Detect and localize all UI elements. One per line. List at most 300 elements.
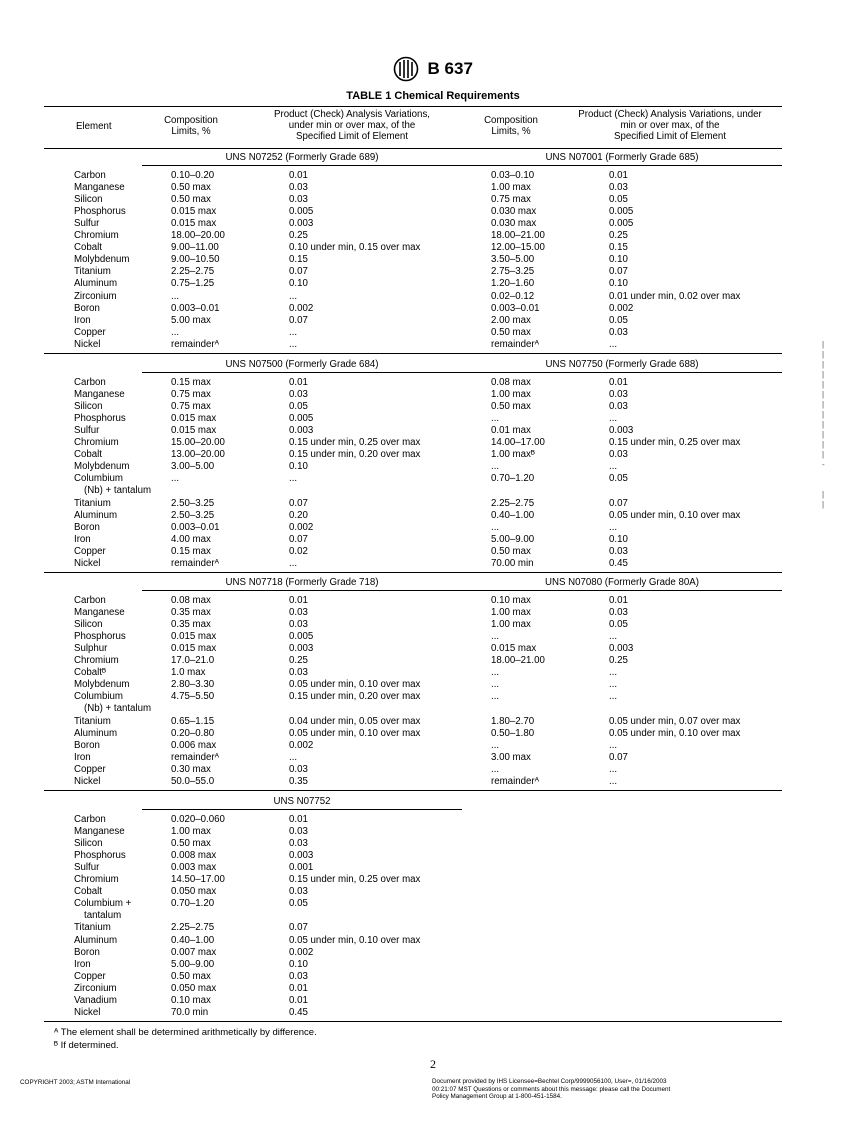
table-top-rule — [44, 106, 782, 107]
table-cell: 0.50 max — [491, 401, 531, 413]
table-cell: 0.003 max — [171, 862, 217, 874]
table-cell: 1.00 maxᴮ — [491, 449, 535, 461]
element-name: Aluminum — [74, 934, 118, 946]
header-variation-line: Specified Limit of Element — [614, 131, 726, 142]
section-rule — [44, 1021, 782, 1022]
table-cell: 0.75 max — [171, 401, 211, 413]
element-name: Columbium — [74, 473, 123, 485]
table-cell: 0.05 under min, 0.10 over max — [289, 679, 421, 691]
alloy-label: UNS N07752 — [273, 796, 331, 807]
table-cell: 18.00–20.00 — [171, 230, 225, 242]
table-cell: ... — [491, 691, 500, 703]
table-cell: 0.03 — [289, 182, 308, 194]
element-name: Copper — [74, 326, 106, 338]
table-cell: 0.050 max — [171, 982, 217, 994]
header-composition-line: Composition — [484, 115, 538, 126]
table-cell: ... — [491, 461, 500, 473]
table-cell: ... — [289, 326, 298, 338]
table-cell: 0.003 — [609, 643, 634, 655]
element-name: Carbon — [74, 170, 106, 181]
table-cell: 0.07 — [609, 497, 628, 509]
table-cell: 0.003 — [289, 850, 314, 862]
table-cell: ... — [491, 521, 500, 533]
table-cell: 0.001 — [289, 862, 314, 874]
table-cell: 0.015 max — [171, 218, 217, 230]
table-cell: 0.003 — [289, 218, 314, 230]
table-cell: 0.05 under min, 0.10 over max — [609, 727, 741, 739]
table-cell: 18.00–21.00 — [491, 655, 545, 667]
element-name: Nickel — [74, 775, 101, 787]
header-variation-line: Specified Limit of Element — [296, 131, 408, 142]
element-name: Sulphur — [74, 643, 108, 655]
header-composition-right — [470, 115, 552, 137]
table-cell: 18.00–21.00 — [491, 230, 545, 242]
element-name: Phosphorus — [74, 413, 126, 425]
table-cell: 0.03 — [289, 667, 308, 679]
table-cell: 0.05 — [289, 401, 308, 413]
table-cell: 0.015 max — [171, 631, 217, 643]
table-cell: 0.15 max — [171, 545, 211, 557]
table-cell: 0.01 — [289, 377, 308, 388]
table-cell: 2.25–2.75 — [491, 497, 535, 509]
element-name: tantalum — [84, 910, 122, 922]
table-cell: 0.05 under min, 0.10 over max — [609, 509, 741, 521]
element-name: Boron — [74, 946, 100, 958]
table-cell: 0.005 — [289, 206, 314, 218]
element-name: Carbon — [74, 377, 106, 388]
table-cell: ... — [609, 667, 618, 679]
element-name: Molybdenum — [74, 679, 130, 691]
table-cell: ... — [289, 751, 298, 763]
table-cell: 2.25–2.75 — [171, 266, 215, 278]
element-name: Copper — [74, 970, 106, 982]
alloy-underline — [142, 809, 462, 810]
table-cell: 0.02 — [289, 545, 308, 557]
table-cell: 12.00–15.00 — [491, 242, 545, 254]
element-name: Zirconium — [74, 290, 117, 302]
table-cell: 14.00–17.00 — [491, 437, 545, 449]
element-name: Carbon — [74, 595, 106, 606]
table-cell: 1.20–1.60 — [491, 278, 535, 290]
table-cell: 0.08 max — [171, 595, 211, 606]
table-cell: 0.05 under min, 0.10 over max — [289, 727, 421, 739]
table-cell: 0.005 — [289, 413, 314, 425]
table-cell: 0.08 max — [491, 377, 531, 388]
table-cell: ... — [491, 763, 500, 775]
table-cell: 0.07 — [289, 314, 308, 326]
table-cell: remainderᴬ — [491, 338, 540, 350]
header-variation — [252, 109, 452, 142]
table-cell: 2.50–3.25 — [171, 509, 215, 521]
alloy-label: UNS N07750 (Formerly Grade 688) — [545, 359, 699, 370]
section-rule — [44, 353, 782, 354]
element-name: Manganese — [74, 826, 125, 838]
table-cell: 0.05 — [609, 619, 628, 631]
table-cell: 0.002 — [609, 302, 634, 314]
element-name: Aluminum — [74, 727, 118, 739]
table-cell: 0.015 max — [171, 643, 217, 655]
table-cell: 0.05 — [289, 898, 308, 910]
table-cell: 0.07 — [289, 533, 308, 545]
provider-notice — [432, 1078, 670, 1101]
table-cell: 0.03 — [609, 401, 628, 413]
table-cell: 1.00 max — [491, 389, 531, 401]
table-cell: 0.50 max — [171, 194, 211, 206]
element-name: Phosphorus — [74, 631, 126, 643]
standard-number: B 637 — [427, 59, 473, 78]
table-cell: 1.00 max — [171, 826, 211, 838]
alloy-label: UNS N07080 (Formerly Grade 80A) — [545, 577, 699, 588]
table-cell: 5.00–9.00 — [491, 533, 535, 545]
page-number: 2 — [430, 1057, 436, 1071]
margin-scan-marks: | | | | | | | | | | | | - | | — [822, 340, 825, 509]
element-name: Iron — [74, 533, 91, 545]
table-cell: 9.00–11.00 — [171, 242, 219, 254]
element-name: Zirconium — [74, 982, 117, 994]
table-cell: 0.10 max — [491, 595, 531, 606]
table-cell: 13.00–20.00 — [171, 449, 225, 461]
table-cell: 0.50 max — [491, 326, 531, 338]
element-name: Titanium — [74, 715, 111, 727]
table-cell: 0.05 under min, 0.10 over max — [289, 934, 421, 946]
table-cell: 0.03 — [289, 838, 308, 850]
table-cell: 0.50 max — [171, 970, 211, 982]
table-cell: 0.003–0.01 — [491, 302, 540, 314]
table-cell: 0.05 — [609, 314, 628, 326]
header-variation-line: under min or over max, of the — [288, 120, 416, 131]
table-cell: 0.01 — [609, 377, 628, 388]
table-cell: 0.01 — [289, 170, 308, 181]
table-cell: 0.003–0.01 — [171, 302, 220, 314]
table-cell: 0.02–0.12 — [491, 290, 535, 302]
table-cell: 0.50 max — [491, 545, 531, 557]
table-cell: 70.00 min — [491, 557, 534, 569]
section-rule — [44, 572, 782, 573]
element-name: Manganese — [74, 607, 125, 619]
element-name: Vanadium — [74, 994, 117, 1006]
element-name: Sulfur — [74, 862, 100, 874]
table-cell: 0.005 — [289, 631, 314, 643]
header-bottom-rule — [44, 148, 782, 149]
table-cell: 0.50–1.80 — [491, 727, 535, 739]
table-cell: ... — [491, 667, 500, 679]
table-cell: 0.07 — [609, 751, 628, 763]
table-cell: remainderᴬ — [171, 338, 220, 350]
table-cell: 0.03 — [289, 826, 308, 838]
table-cell: 0.05 — [609, 473, 628, 485]
element-name: (Nb) + tantalum — [84, 703, 152, 715]
table-cell: 0.25 — [609, 655, 628, 667]
table-cell: ... — [609, 763, 618, 775]
table-cell: 50.0–55.0 — [171, 775, 215, 787]
table-cell: ... — [171, 473, 180, 485]
header-composition-line: Limits, % — [171, 126, 211, 137]
table-cell: ... — [609, 775, 618, 787]
table-cell: 0.45 — [609, 557, 628, 569]
table-cell: 1.00 max — [491, 607, 531, 619]
element-name: Chromium — [74, 874, 119, 886]
section-rule — [44, 790, 782, 791]
table-cell: 0.15 — [289, 254, 308, 266]
table-cell: 0.15 under min, 0.25 over max — [289, 874, 421, 886]
table-cell: 70.0 min — [171, 1006, 209, 1018]
table-cell: 1.80–2.70 — [491, 715, 535, 727]
header-variation-line: Product (Check) Analysis Variations, under — [578, 109, 762, 120]
table-cell: 0.01 — [609, 170, 628, 181]
table-cell: 0.03 — [289, 763, 308, 775]
table-cell: 0.015 max — [171, 425, 217, 437]
table-cell: 0.03 — [289, 886, 308, 898]
table-cell: 0.003 — [289, 643, 314, 655]
table-cell: 0.007 max — [171, 946, 217, 958]
table-cell: 0.75 max — [491, 194, 531, 206]
table-cell: 0.05 — [609, 194, 628, 206]
element-name: Silicon — [74, 838, 103, 850]
table-cell: 5.00–9.00 — [171, 958, 215, 970]
element-name: Manganese — [74, 182, 125, 194]
table-cell: 0.03 — [289, 607, 308, 619]
header-composition-line: Composition — [164, 115, 218, 126]
table-cell: 0.01 — [609, 595, 628, 606]
element-name: Cobalt — [74, 886, 103, 898]
alloy-label: UNS N07252 (Formerly Grade 689) — [225, 152, 379, 163]
table-cell: 0.003 — [289, 425, 314, 437]
element-name: Cobalt — [74, 449, 103, 461]
table-cell: ... — [609, 521, 618, 533]
table-cell: ... — [491, 413, 500, 425]
table-cell: 0.10 — [609, 278, 628, 290]
table-cell: ... — [609, 631, 618, 643]
element-name: Silicon — [74, 619, 103, 631]
table-cell: 0.020–0.060 — [171, 814, 225, 825]
element-name: Boron — [74, 302, 100, 314]
element-name: Copper — [74, 545, 106, 557]
table-cell: 0.10 — [609, 254, 628, 266]
table-cell: 0.15 under min, 0.20 over max — [289, 691, 421, 703]
table-cell: 0.050 max — [171, 886, 217, 898]
table-cell: 17.0–21.0 — [171, 655, 215, 667]
table-cell: ... — [609, 413, 618, 425]
table-cell: 0.008 max — [171, 850, 217, 862]
table-title: TABLE 1 Chemical Requirements — [346, 90, 520, 102]
table-cell: 0.25 — [609, 230, 628, 242]
header-variation-right — [565, 109, 775, 142]
element-name: Titanium — [74, 922, 111, 934]
element-name: Sulfur — [74, 218, 100, 230]
table-cell: 0.002 — [289, 739, 314, 751]
element-name: Iron — [74, 751, 91, 763]
table-cell: 4.75–5.50 — [171, 691, 215, 703]
table-cell: 0.10 max — [171, 994, 211, 1006]
header-variation-line: min or over max, of the — [620, 120, 720, 131]
element-name: Copper — [74, 763, 106, 775]
table-cell: 14.50–17.00 — [171, 874, 225, 886]
table-cell: 0.40–1.00 — [171, 934, 215, 946]
table-cell: 0.03 — [289, 970, 308, 982]
header-element: Element — [76, 121, 112, 132]
table-cell: 0.07 — [289, 497, 308, 509]
element-name: Cobalt — [74, 242, 103, 254]
table-cell: 0.50 max — [171, 182, 211, 194]
table-cell: 0.75–1.25 — [171, 278, 215, 290]
astm-logo-icon — [393, 56, 419, 82]
table-cell: 2.25–2.75 — [171, 922, 215, 934]
provider-notice-line: Document provided by IHS Licensee=Bechtel Corp/9999056100, User=, 01/16/2003 — [432, 1078, 667, 1085]
element-name: Nickel — [74, 557, 101, 569]
table-cell: 0.07 — [289, 266, 308, 278]
table-cell: 0.15 under min, 0.20 over max — [289, 449, 421, 461]
document-header — [0, 56, 866, 82]
table-cell: 9.00–10.50 — [171, 254, 220, 266]
table-cell: ... — [609, 739, 618, 751]
element-name: Aluminum — [74, 278, 118, 290]
table-cell: 0.07 — [289, 922, 308, 934]
table-cell: ... — [289, 473, 298, 485]
table-cell: 0.003–0.01 — [171, 521, 220, 533]
element-name: Iron — [74, 314, 91, 326]
table-cell: 0.10 — [289, 461, 308, 473]
table-cell: ... — [491, 679, 500, 691]
element-name: Boron — [74, 521, 100, 533]
table-cell: 0.20 — [289, 509, 308, 521]
table-cell: 0.40–1.00 — [491, 509, 535, 521]
table-cell: 0.03 — [289, 194, 308, 206]
table-cell: 0.65–1.15 — [171, 715, 215, 727]
table-cell: ... — [609, 679, 618, 691]
table-cell: 0.03 — [609, 182, 628, 194]
table-cell: 4.00 max — [171, 533, 211, 545]
table-cell: 0.01 under min, 0.02 over max — [609, 290, 741, 302]
table-cell: 0.003 — [609, 425, 634, 437]
alloy-underline — [142, 165, 782, 166]
footnote-b: ᴮ If determined. — [54, 1040, 119, 1051]
table-cell: 1.00 max — [491, 619, 531, 631]
table-cell: 0.25 — [289, 230, 308, 242]
table-cell: 0.01 — [289, 994, 308, 1006]
table-cell: 0.10 — [289, 958, 308, 970]
table-cell: 0.25 — [289, 655, 308, 667]
table-cell: ... — [171, 290, 180, 302]
table-cell: 0.03 — [609, 607, 628, 619]
table-cell: 0.030 max — [491, 218, 537, 230]
element-name: Iron — [74, 958, 91, 970]
element-name: Chromium — [74, 437, 119, 449]
table-cell: 0.10–0.20 — [171, 170, 215, 181]
table-cell: 0.015 max — [171, 413, 217, 425]
table-cell: ... — [289, 557, 298, 569]
table-cell: 2.50–3.25 — [171, 497, 215, 509]
table-cell: 0.01 max — [491, 425, 531, 437]
table-cell: 0.01 — [289, 814, 308, 825]
table-cell: 3.00 max — [491, 751, 531, 763]
element-name: Phosphorus — [74, 850, 126, 862]
table-cell: ... — [609, 691, 618, 703]
table-cell: 15.00–20.00 — [171, 437, 225, 449]
table-cell: 1.0 max — [171, 667, 206, 679]
table-cell: 3.50–5.00 — [491, 254, 535, 266]
table-cell: 0.35 — [289, 775, 308, 787]
table-cell: 3.00–5.00 — [171, 461, 215, 473]
table-cell: 0.15 — [609, 242, 628, 254]
alloy-underline — [142, 590, 782, 591]
element-name: Titanium — [74, 266, 111, 278]
table-cell: ... — [289, 338, 298, 350]
footnote-a: ᴬ The element shall be determined arithmetically by difference. — [54, 1027, 317, 1038]
table-cell: 0.70–1.20 — [491, 473, 535, 485]
table-cell: remainderᴬ — [491, 775, 540, 787]
provider-notice-line: 00:21:07 MST Questions or comments about this message: please call the Document — [432, 1085, 671, 1093]
alloy-underline — [142, 372, 782, 373]
table-cell: 0.04 under min, 0.05 over max — [289, 715, 421, 727]
table-cell: 0.10 — [609, 533, 628, 545]
element-name: Molybdenum — [74, 461, 130, 473]
table-cell: 0.01 — [289, 982, 308, 994]
table-cell: 0.15 under min, 0.25 over max — [289, 437, 421, 449]
table-cell: 0.05 under min, 0.07 over max — [609, 715, 741, 727]
table-cell: 0.35 max — [171, 619, 211, 631]
table-cell: ... — [171, 326, 180, 338]
header-composition — [150, 115, 232, 137]
table-cell: ... — [491, 631, 500, 643]
table-cell: ... — [609, 338, 618, 350]
table-cell: 0.75 max — [171, 389, 211, 401]
element-name: Chromium — [74, 230, 119, 242]
table-cell: ... — [289, 290, 298, 302]
table-cell: 0.03 — [609, 326, 628, 338]
element-name: Nickel — [74, 1006, 101, 1018]
table-cell: 0.10 under min, 0.15 over max — [289, 242, 421, 254]
table-cell: 2.75–3.25 — [491, 266, 535, 278]
table-cell: 0.70–1.20 — [171, 898, 215, 910]
element-name: Aluminum — [74, 509, 118, 521]
table-cell: 0.15 under min, 0.25 over max — [609, 437, 741, 449]
table-cell: 0.002 — [289, 302, 314, 314]
element-name: Nickel — [74, 338, 101, 350]
alloy-label: UNS N07500 (Formerly Grade 684) — [225, 359, 379, 370]
element-name: Sulfur — [74, 425, 100, 437]
element-name: Silicon — [74, 194, 103, 206]
element-name: Silicon — [74, 401, 103, 413]
table-cell: 0.01 — [289, 595, 308, 606]
element-name: Molybdenum — [74, 254, 130, 266]
table-cell: 0.002 — [289, 521, 314, 533]
table-cell: 1.00 max — [491, 182, 531, 194]
header-composition-line: Limits, % — [491, 126, 531, 137]
table-cell: 0.03 — [609, 389, 628, 401]
element-name: Columbium + — [74, 898, 132, 910]
header-variation-line: Product (Check) Analysis Variations, — [274, 109, 430, 120]
element-name: Carbon — [74, 814, 106, 825]
table-cell: 0.35 max — [171, 607, 211, 619]
table-cell: 0.30 max — [171, 763, 211, 775]
table-cell: 0.45 — [289, 1006, 308, 1018]
table-cell: 5.00 max — [171, 314, 211, 326]
table-cell: 0.015 max — [491, 643, 537, 655]
table-cell: 0.50 max — [171, 838, 211, 850]
provider-notice-line: Policy Management Group at 1-800-451-1584. — [432, 1093, 562, 1100]
copyright-notice: COPYRIGHT 2003; ASTM International — [20, 1079, 131, 1086]
element-name: Chromium — [74, 655, 119, 667]
alloy-label: UNS N07001 (Formerly Grade 685) — [545, 152, 699, 163]
table-cell: 0.03 — [609, 545, 628, 557]
element-name: Phosphorus — [74, 206, 126, 218]
table-cell: 0.015 max — [171, 206, 217, 218]
table-cell: 2.00 max — [491, 314, 531, 326]
element-name: Manganese — [74, 389, 125, 401]
table-cell: remainderᴬ — [171, 557, 220, 569]
element-name: Columbium — [74, 691, 123, 703]
table-cell: 0.002 — [289, 946, 314, 958]
